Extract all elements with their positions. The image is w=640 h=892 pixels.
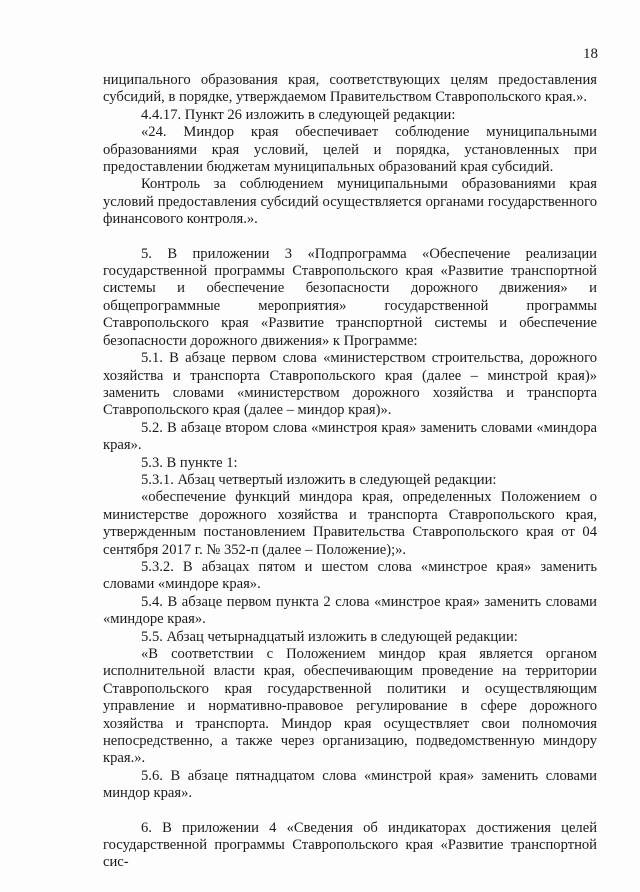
paragraph: 5.3.1. Абзац четвертый изложить в следующей редакции: bbox=[141, 471, 497, 488]
paragraph: ниципального образования края, соответствующих целям предоставления субсидий, в порядке, утверждаемом Правительством Ставропольского края.». bbox=[103, 72, 597, 106]
paragraph: Контроль за соблюдением муниципальными образованиями края условий предоставления субсидий осуществляется органами государственного финансового контроля.». bbox=[103, 176, 597, 228]
paragraph: 5.3. В пункте 1: bbox=[141, 454, 238, 471]
paragraph: 5. В приложении 3 «Подпрограмма «Обеспечение реализации государственной программы Ставропольского края «Развитие транспортной системы и обеспечение безопасности дорожного движения» и общепрограммные мероприятия» государственной программы Ставропольского края «Развитие транспортной системы и обеспечение безопасности дорожного движения» к Программе: bbox=[103, 245, 597, 349]
paragraph: «24. Миндор края обеспечивает соблюдение муниципальными образованиями края условий, целей и порядка, установленных при предоставлении бюджетам муниципальных образований края субсидий. bbox=[103, 124, 597, 176]
paragraph: «обеспечение функций миндора края, определенных Положением о министерстве дорожного хозяйства и транспорта Ставропольского края, утвержденным постановлением Правительства Ставропольского края от 04 сентября 2017 г. № 352-п (далее – Положение);». bbox=[103, 489, 597, 558]
paragraph: 5.4. В абзаце первом пункта 2 слова «минстрое края» заменить словами «миндоре края». bbox=[103, 593, 597, 628]
paragraph: 5.5. Абзац четырнадцатый изложить в следующей редакции: bbox=[141, 628, 518, 645]
paragraph: 6. В приложении 4 «Сведения об индикаторах достижения целей государственной программы Ставропольского края «Развитие транспортной сис- bbox=[103, 819, 597, 871]
paragraph: 5.2. В абзаце втором слова «минстроя края» заменить словами «миндора края». bbox=[103, 419, 597, 454]
paragraph: 5.1. В абзаце первом слова «министерством строительства, дорожного хозяйства и транспорта Ставропольского края (далее – минстрой края)» заменить словами «министерством дорожного хозяйства и транспорта Ставропольского края (далее – миндор края)». bbox=[103, 350, 597, 419]
document-body bbox=[103, 72, 597, 872]
paragraph-spacer bbox=[103, 229, 597, 246]
paragraph: 5.6. В абзаце пятнадцатом слова «минстрой края» заменить словами миндор края». bbox=[103, 767, 597, 802]
page-number: 18 bbox=[583, 46, 598, 62]
paragraph: «В соответствии с Положением миндор края является органом исполнительной власти края, обеспечивающим проведение на территории Ставропольского края государственной политики и осуществляющим управление и нормативно-правовое регулирование в сфере дорожного хозяйства и транспорта. Миндор края осуществляет свои полномочия непосредственно, а также через организацию, подведомственную миндору края.». bbox=[103, 646, 597, 767]
paragraph-spacer bbox=[103, 803, 597, 820]
paragraph: 4.4.17. Пункт 26 изложить в следующей редакции: bbox=[141, 106, 456, 123]
paragraph: 5.3.2. В абзацах пятом и шестом слова «минстрое края» заменить словами «миндоре края». bbox=[103, 558, 597, 593]
